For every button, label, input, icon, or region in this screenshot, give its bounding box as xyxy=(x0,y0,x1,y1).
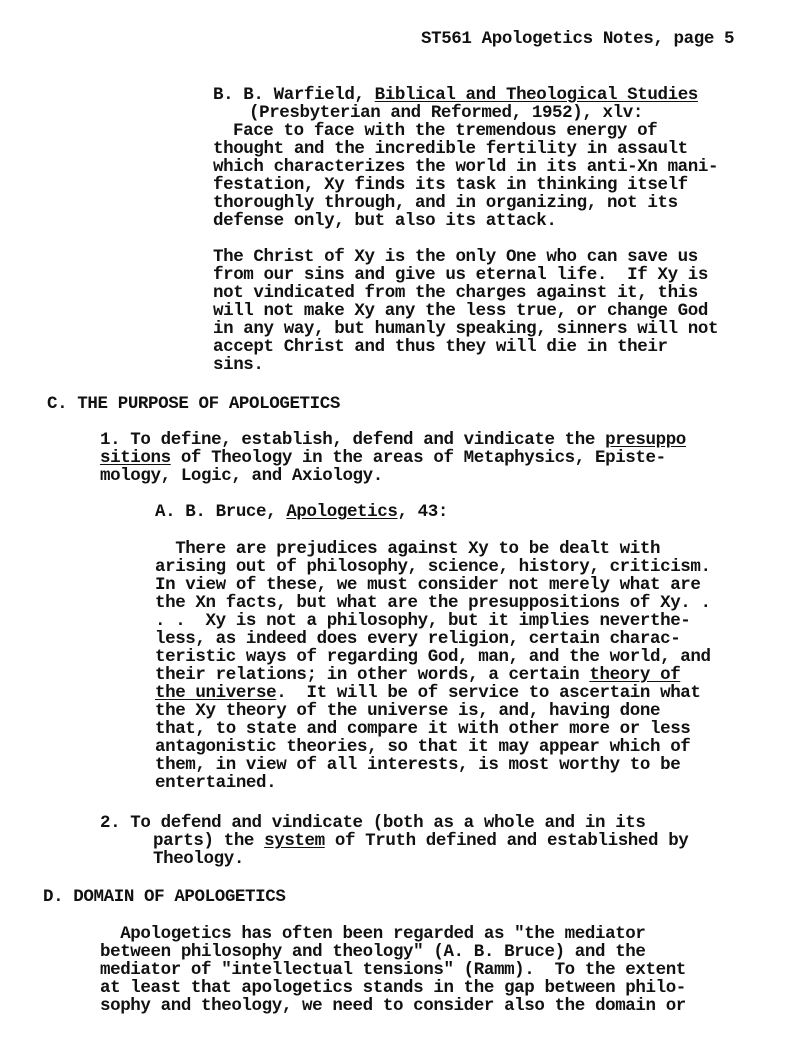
domain-paragraph-line: mediator of "intellectual tensions" (Ramm). To the extent xyxy=(100,960,686,980)
bruce-quote-line: their relations; in other words, a certain theory of xyxy=(155,665,681,685)
domain-paragraph-line: sophy and theology, we need to consider also the domain or xyxy=(100,996,686,1016)
warfield-citation-line-1 xyxy=(213,86,698,104)
warfield-quote-line: Face to face with the tremendous energy of xyxy=(233,121,658,141)
bruce-quote-line: that, to state and compare it with other more or less xyxy=(155,719,691,739)
underlined-term: sitions xyxy=(100,448,171,468)
bruce-quote-line: arising out of philosophy, science, history, criticism. xyxy=(155,557,711,577)
warfield-quote-line: festation, Xy finds its task in thinking itself xyxy=(213,175,688,195)
body-paragraph-line: in any way, but humanly speaking, sinners will not xyxy=(213,319,719,339)
warfield-quote-line: which characterizes the world in its anti-Xn mani- xyxy=(213,157,719,177)
bruce-quote-line: . . Xy is not a philosophy, but it implies neverthe- xyxy=(155,611,691,631)
domain-paragraph-line: at least that apologetics stands in the gap between philo- xyxy=(100,978,686,998)
bruce-quote-line: them, in view of all interests, is most worthy to be xyxy=(155,755,681,775)
body-paragraph-line: The Christ of Xy is the only One who can save us xyxy=(213,247,698,267)
purpose-item-1-line-2: sitions of Theology in the areas of Metaphysics, Episte- xyxy=(100,448,666,468)
body-paragraph-line: not vindicated from the charges against it, this xyxy=(213,283,698,303)
bruce-quote-line: In view of these, we must consider not merely what are xyxy=(155,575,701,595)
bruce-quote-line: the Xn facts, but what are the presuppositions of Xy. . xyxy=(155,593,711,613)
bruce-quote-line: less, as indeed does every religion, certain charac- xyxy=(155,629,681,649)
bruce-quote-line: the universe. It will be of service to ascertain what xyxy=(155,683,701,703)
body-paragraph-line: sins. xyxy=(213,355,264,375)
purpose-item-2-line-2: parts) the system of Truth defined and established by xyxy=(153,831,689,851)
underlined-term: theory of xyxy=(589,665,681,685)
bruce-citation: A. B. Bruce, Apologetics, 43: xyxy=(155,502,448,522)
section-heading-c: C. THE PURPOSE OF APOLOGETICS xyxy=(47,394,340,414)
warfield-quote-line: thoroughly through, and in organizing, not its xyxy=(213,193,678,213)
bruce-quote-line: antagonistic theories, so that it may appear which of xyxy=(155,737,691,757)
underlined-term: presuppo xyxy=(605,430,686,450)
purpose-item-2-line-1: 2. To defend and vindicate (both as a whole and in its xyxy=(100,813,646,833)
purpose-item-1-line-3: mology, Logic, and Axiology. xyxy=(100,466,383,486)
body-paragraph-line: accept Christ and thus they will die in their xyxy=(213,337,668,357)
bruce-quote-line: entertained. xyxy=(155,773,277,793)
citation-book-title: Biblical and Theological Studies xyxy=(374,85,698,105)
section-heading-d: D. DOMAIN OF APOLOGETICS xyxy=(43,887,286,907)
citation-book-title: Apologetics xyxy=(286,502,398,522)
underlined-term: system xyxy=(264,831,325,851)
warfield-quote-line: defense only, but also its attack. xyxy=(213,211,557,231)
warfield-quote-line: thought and the incredible fertility in assault xyxy=(213,139,688,159)
purpose-item-1-line-1: 1. To define, establish, defend and vindicate the presuppo xyxy=(100,430,686,450)
underlined-term: the universe xyxy=(155,683,277,703)
domain-paragraph-line: between philosophy and theology" (A. B. Bruce) and the xyxy=(100,942,646,962)
domain-paragraph-line: Apologetics has often been regarded as "the mediator xyxy=(100,924,646,944)
bruce-quote-line: the Xy theory of the universe is, and, having done xyxy=(155,701,661,721)
citation-author: B. B. Warfield, xyxy=(213,85,375,105)
warfield-citation-line-2: (Presbyterian and Reformed, 1952), xlv: xyxy=(249,103,643,123)
bruce-quote-line: There are prejudices against Xy to be dealt with xyxy=(155,539,661,559)
purpose-item-2-line-3: Theology. xyxy=(153,849,244,869)
body-paragraph-line: will not make Xy any the less true, or change God xyxy=(213,301,708,321)
bruce-quote-line: teristic ways of regarding God, man, and the world, and xyxy=(155,647,711,667)
body-paragraph-line: from our sins and give us eternal life. If Xy is xyxy=(213,265,708,285)
page-header: ST561 Apologetics Notes, page 5 xyxy=(421,29,735,49)
